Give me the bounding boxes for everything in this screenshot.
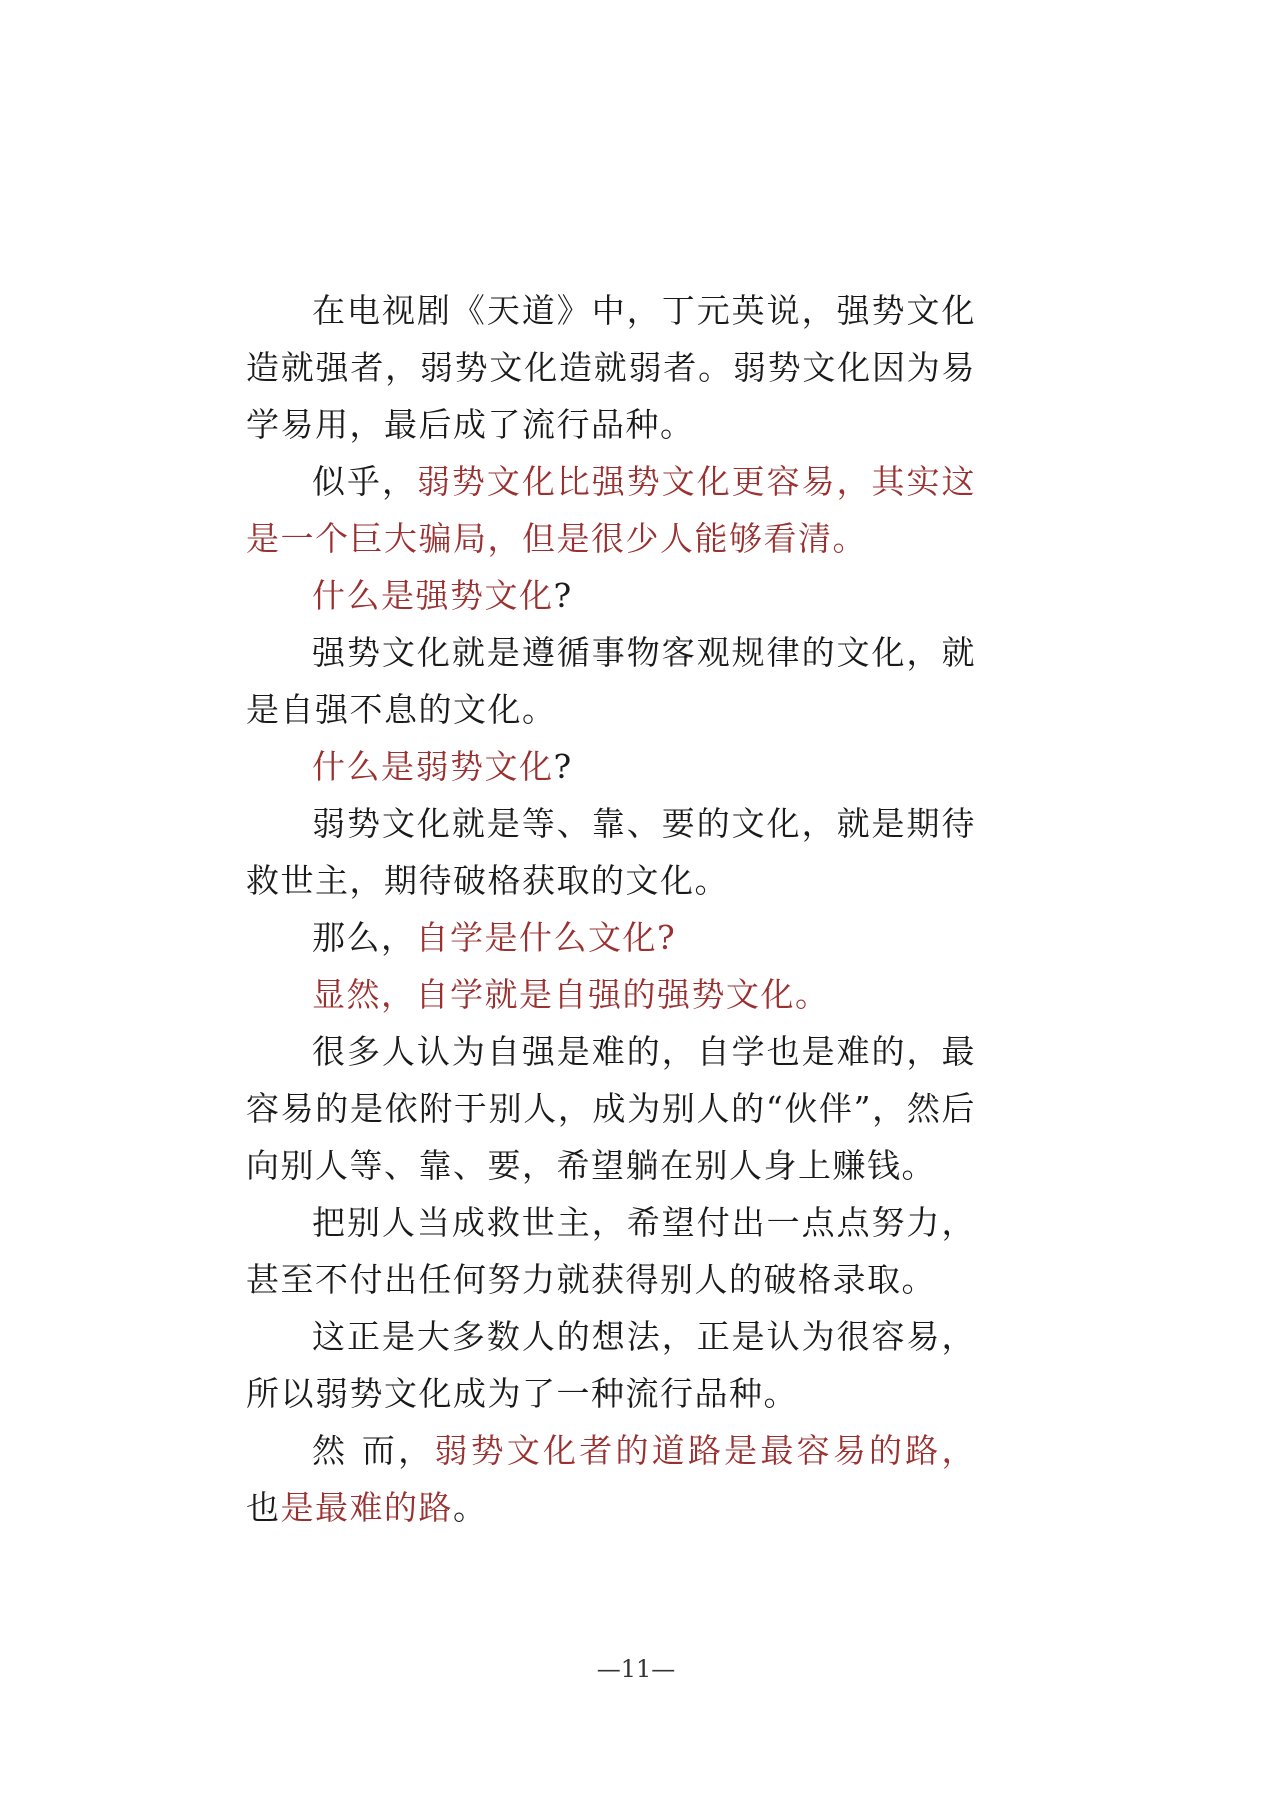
text-segment: ? — [553, 576, 573, 615]
paragraph-11 — [246, 1308, 976, 1422]
text-segment: 强势文化就是遵循事物客观规律的文化，就是自强不息的文化。 — [246, 633, 976, 729]
highlighted-text-segment: 什么是强势文化 — [312, 576, 554, 615]
text-segment: 很多人认为自强是难的，自学也是难的，最容易的是依附于别人，成为别人的“伙伴”，然后向别人等、靠、要，希望躺在别人身上赚钱。 — [246, 1032, 976, 1185]
paragraph-5 — [246, 738, 976, 795]
paragraph-3 — [246, 567, 976, 624]
paragraph-9 — [246, 1023, 976, 1194]
text-segment: 弱势文化就是等、靠、要的文化，就是期待救世主，期待破格获取的文化。 — [246, 804, 976, 900]
text-segment: 似乎， — [312, 462, 417, 501]
paragraph-8 — [246, 966, 976, 1023]
paragraph-2 — [246, 453, 976, 567]
highlighted-text-segment: 弱势文化比强势文化更容易，其实这是一个巨大骗局，但是很少人能够看清。 — [246, 462, 977, 558]
highlighted-text-segment: 弱势文化者的道路是最容易的路， — [434, 1431, 977, 1470]
paragraph-6 — [246, 795, 976, 909]
text-segment: 也 — [246, 1488, 281, 1527]
text-segment: 然 而， — [312, 1431, 435, 1470]
document-body — [246, 282, 976, 1536]
highlighted-text-segment: 自学是什么文化? — [415, 918, 677, 957]
paragraph-12 — [246, 1422, 976, 1536]
paragraph-4 — [246, 624, 976, 738]
text-segment: 这正是大多数人的想法，正是认为很容易，所以弱势文化成为了一种流行品种。 — [246, 1317, 976, 1413]
paragraph-7 — [246, 909, 976, 966]
paragraph-10 — [246, 1194, 976, 1308]
text-segment: 在电视剧《天道》中，丁元英说，强势文化造就强者，弱势文化造就弱者。弱势文化因为易学易用，最后成了流行品种。 — [246, 291, 976, 444]
text-segment: 把别人当成救世主，希望付出一点点努力，甚至不付出任何努力就获得别人的破格录取。 — [246, 1203, 976, 1299]
text-segment: 那么， — [312, 918, 416, 957]
page-number: —11— — [596, 1655, 676, 1683]
highlighted-text-segment: 显然，自学就是自强的强势文化。 — [312, 975, 830, 1014]
paragraph-1 — [246, 282, 976, 453]
text-segment: 。 — [453, 1488, 488, 1527]
highlighted-text-segment: 什么是弱势文化 — [312, 747, 554, 786]
highlighted-text-segment: 是最难的路 — [280, 1488, 453, 1527]
text-segment: ? — [553, 747, 573, 786]
